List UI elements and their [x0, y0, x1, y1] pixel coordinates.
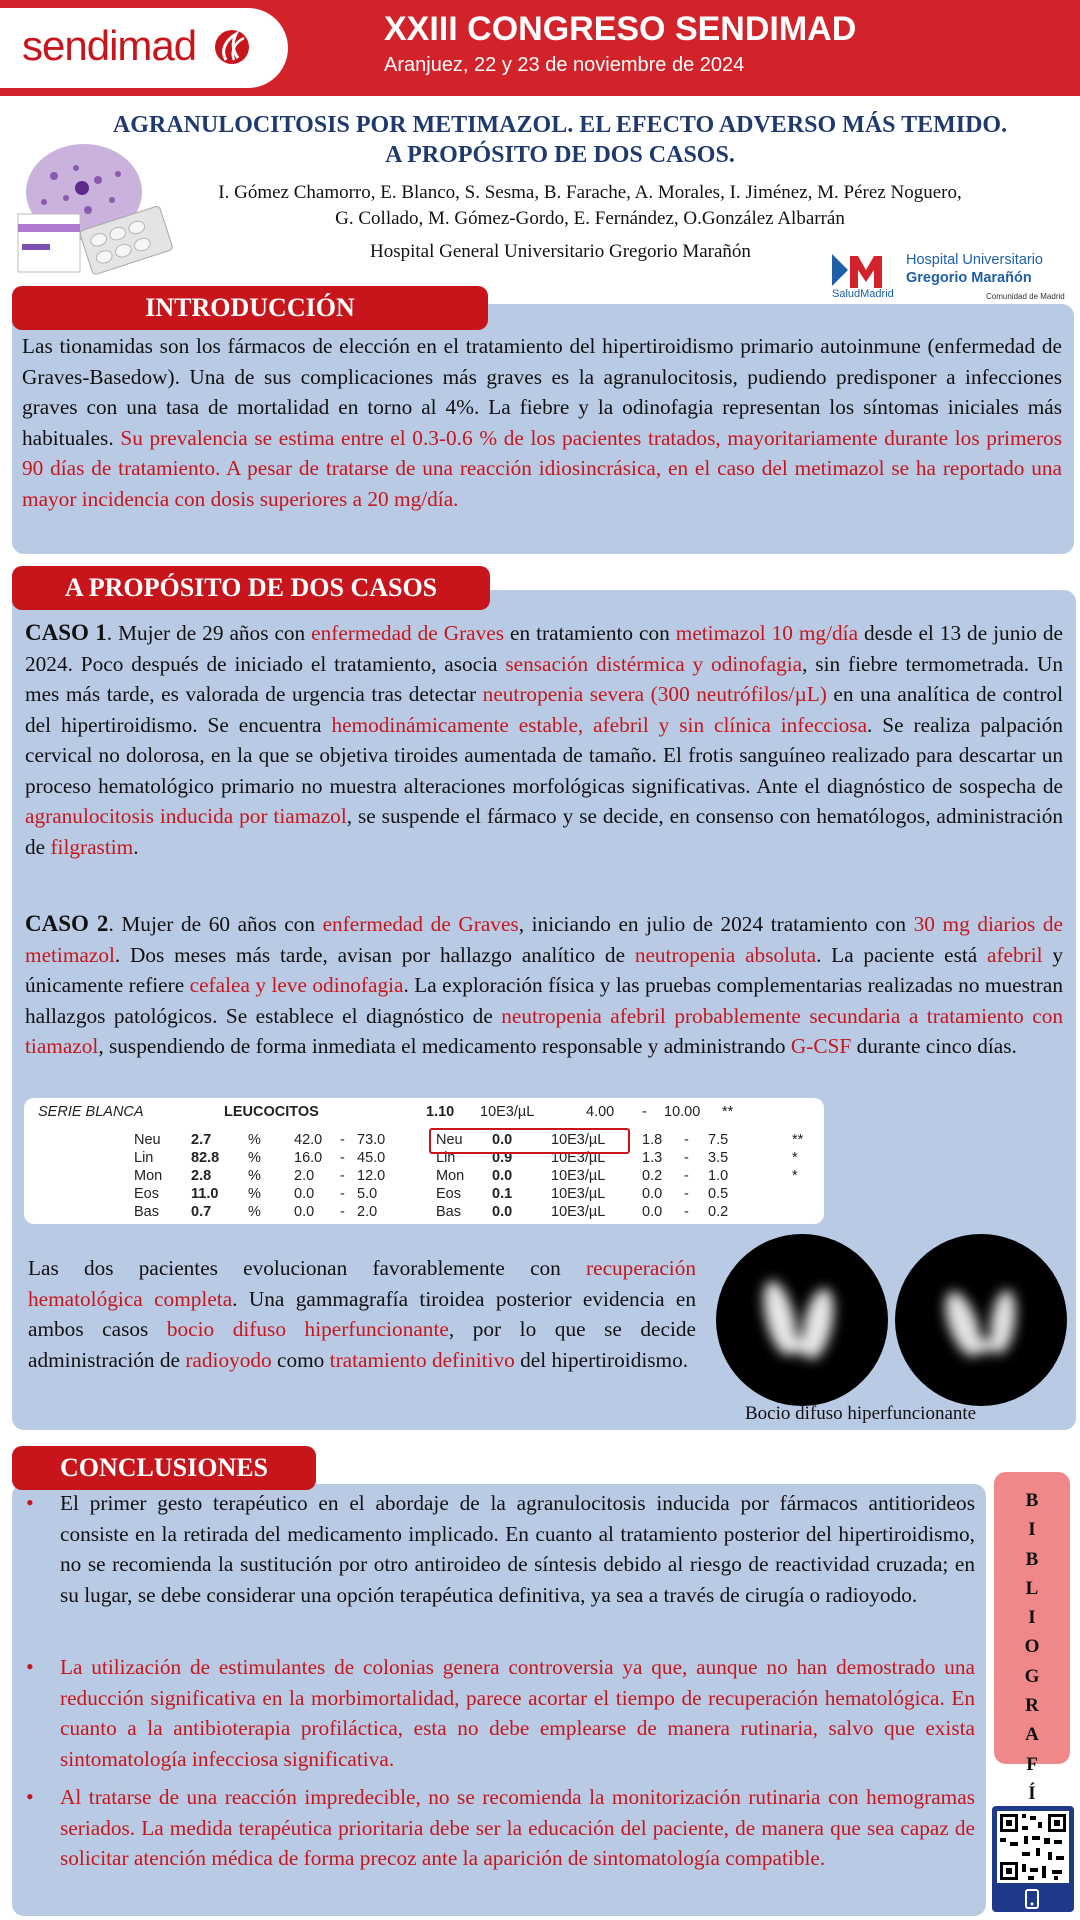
- lab-cell-abs-ref-low: 1.3: [642, 1150, 663, 1166]
- authors-line-1: I. Gómez Chamorro, E. Blanco, S. Sesma, B. Farache, A. Morales, I. Jiménez, M. Pérez Noguero,: [218, 182, 962, 203]
- intro-text-red: Su prevalencia se estima entre el 0.3-0.6 % de los pacientes tratados, mayoritariamente durante los primeros 90 días de tratamiento. A pesar de tratarse de una reacción idiosincrásica, en el caso del metimazol se ha reportado una mayor incidencia con dosis superiores a 20 mg/día.: [22, 425, 1062, 511]
- poster-title: [40, 110, 1080, 170]
- text-segment: . Una gammagrafía tiroidea posterior evidencia en ambos casos: [28, 1286, 696, 1341]
- highlighted-text: enfermedad de Graves: [322, 912, 519, 936]
- highlighted-text: neutropenia severa (300 neutrófilos/µL): [482, 682, 827, 706]
- congress-title: XXIII CONGRESO SENDIMAD: [384, 10, 857, 48]
- case-2-text: [25, 909, 1063, 1062]
- lab-cell-abs-ref-high: 3.5: [708, 1150, 729, 1166]
- text-segment: del hipertiroidismo.: [514, 1347, 689, 1372]
- text-segment: desde el 13 de junio de 2024. Poco después de iniciado el tratamiento, asocia: [25, 621, 1063, 676]
- lab-cell-name-abs: Eos: [436, 1186, 461, 1202]
- lab-cell-abs-ref-low: 1.8: [642, 1132, 663, 1148]
- bibliografia-letter: L: [1025, 1577, 1039, 1599]
- bullet-marker: •: [26, 1654, 34, 1679]
- sendimad-logo: sendimad: [22, 22, 197, 69]
- authors: [150, 180, 1030, 232]
- highlighted-text: sensación distérmica y odinofagia: [505, 651, 803, 676]
- conclusions-heading: CONCLUSIONES: [12, 1446, 316, 1490]
- lab-cell-dash: -: [684, 1132, 689, 1148]
- bibliografia-label: [994, 1486, 1070, 1838]
- conclusion-item: Al tratarse de una reacción impredecible, no se recomienda la monitorización rutinaria con hemogramas seriados. La medida terapéutica prioritaria debe ser la educación del paciente, de manera que sea capaz de solicitar atención médica de forma precoz ante la aparición de sintomatología compatible.: [60, 1785, 975, 1870]
- salud-madrid-label: SaludMadrid: [832, 288, 894, 300]
- text-segment: durante cinco días.: [851, 1034, 1017, 1058]
- highlighted-text: 30 mg diarios de metimazol: [25, 912, 1063, 967]
- bibliografia-letter: G: [1024, 1665, 1040, 1687]
- lab-serie-label: SERIE BLANCA: [38, 1104, 144, 1120]
- text-segment: . Dos meses más tarde, avisan por hallazgo analítico de: [114, 942, 635, 967]
- qr-code-icon: [992, 1806, 1074, 1912]
- text-segment: como: [271, 1347, 330, 1372]
- highlighted-text: cefalea y leve odinofagia: [189, 973, 404, 997]
- lab-leucocitos-ref-low: 4.00: [586, 1104, 615, 1120]
- lab-cell-dash: -: [684, 1168, 689, 1184]
- case-1-text: [25, 618, 1063, 862]
- lab-cell-percent: 2.8: [191, 1168, 212, 1184]
- evolution-text: [28, 1253, 696, 1375]
- title-line-2: A PROPÓSITO DE DOS CASOS.: [385, 142, 735, 168]
- bibliografia-letter: O: [1024, 1636, 1040, 1658]
- lab-cell-percent-unit: %: [248, 1150, 261, 1166]
- text-segment: . La exploración física y las pruebas complementarias realizadas no muestran hallazgos patológicos. Se establece el diagnóstico de: [25, 973, 1063, 1028]
- thyroid-scan-image: [895, 1234, 1067, 1406]
- highlighted-text: neutropenia afebril probablemente secundaria a tratamiento con tiamazol: [25, 1003, 1063, 1058]
- lab-cell-absolute-unit: 10E3/µL: [551, 1186, 606, 1202]
- congress-location-date: Aranjuez, 22 y 23 de noviembre de 2024: [384, 54, 745, 76]
- lab-cell-flag: *: [792, 1168, 798, 1184]
- lab-cell-absolute: 0.1: [492, 1186, 513, 1202]
- highlighted-text: recuperación hematológica completa: [28, 1256, 696, 1311]
- lab-leucocitos-value: 1.10: [426, 1104, 455, 1120]
- conclusion-item: El primer gesto terapéutico en el abordaje de la agranulocitosis inducida por fármacos antitiorideos consiste en la retirada del medicamento implicado. En cuanto al tratamiento posterior del hipertiroidismo, no se recomienda la sustitución por otro antiroideo de síntesis debido al riesgo de reactividad cruzada; en su lugar, se debe considerar una opción terapéutica definitiva, ya sea a través de cirugía o radioyodo.: [60, 1491, 975, 1607]
- lab-cell-name-abs: Lin: [436, 1150, 456, 1166]
- bibliografia-letter: F: [1026, 1753, 1038, 1775]
- lab-cell-dash: -: [340, 1132, 345, 1148]
- lab-cell-abs-ref-high: 1.0: [708, 1168, 729, 1184]
- lab-cell-abs-ref-low: 0.0: [642, 1204, 663, 1220]
- lab-cell-name: Mon: [134, 1168, 163, 1184]
- highlighted-text: filgrastim: [50, 834, 134, 859]
- highlighted-text: neutropenia absoluta: [634, 942, 817, 967]
- highlighted-text: metimazol 10 mg/día: [675, 621, 859, 645]
- text-segment: , suspendiendo de forma inmediata el medicamento responsable y administrando: [98, 1034, 791, 1058]
- lab-cell-percent-unit: %: [248, 1132, 261, 1148]
- text-segment: . Se realiza palpación cervical no dolorosa, en la que se objetiva tiroides aumentada de tamaño. El frotis sanguíneo realizado para descartar un proceso hematológico primario no muestra alteraciones morfológicas significativas. Ante el diagnóstico de sospecha de: [25, 712, 1063, 798]
- thyroid-scan-image: [716, 1234, 888, 1406]
- thyroid-scan-2: [895, 1234, 1067, 1406]
- conclusion-item: La utilización de estimulantes de colonias genera controversia ya que, aunque no han demostrado una reducción significativa en la morbimortalidad, parece acortar el tiempo de recuperación hematológica. En cuanto a la antibioterapia profiláctica, esta no debe emplearse de manera rutinaria, salvo que exista sintomatología infecciosa significativa.: [60, 1655, 975, 1771]
- lab-cell-dash: -: [684, 1150, 689, 1166]
- sendimad-mark-icon: [212, 26, 252, 66]
- bullet-marker: •: [26, 1784, 34, 1809]
- lab-cell-absolute: 0.0: [492, 1204, 513, 1220]
- lab-cell-absolute-unit: 10E3/µL: [551, 1150, 606, 1166]
- lab-cell-percent-ref-high: 12.0: [357, 1168, 386, 1184]
- intro-text: [22, 331, 1062, 514]
- lab-cell-name: Bas: [134, 1204, 159, 1220]
- hospital-logo-name-2: Gregorio Marañón: [906, 270, 1032, 286]
- lab-cell-absolute-unit: 10E3/µL: [551, 1204, 606, 1220]
- intro-text-black: Las tionamidas son los fármacos de elección en el tratamiento del hipertiroidismo primario autoinmune (enfermedad de Graves-Basedow). Una de sus complicaciones más graves es la agranulocitosis, pudiendo predisponer a infecciones graves con una tasa de mortalidad en torno al 4%. La fiebre y la odinofagia representan los síntomas iniciales más habituales.: [22, 334, 1062, 450]
- lab-leucocitos-label: LEUCOCITOS: [224, 1104, 319, 1120]
- lab-cell-name-abs: Mon: [436, 1168, 465, 1184]
- lab-cell-dash: -: [684, 1186, 689, 1202]
- bibliografia-letter: A: [1025, 1724, 1039, 1746]
- lab-leucocitos-flag: **: [722, 1104, 734, 1120]
- text-segment: .: [133, 834, 139, 859]
- title-line-1: AGRANULOCITOSIS POR METIMAZOL. EL EFECTO ADVERSO MÁS TEMIDO.: [112, 112, 1008, 138]
- lab-cell-percent-unit: %: [248, 1204, 261, 1220]
- lab-cell-absolute-unit: 10E3/µL: [551, 1132, 606, 1148]
- lab-cell-percent-ref-high: 73.0: [357, 1132, 386, 1148]
- highlighted-text: afebril: [987, 942, 1043, 967]
- hospital-logo: [830, 250, 1070, 306]
- lab-cell-percent-ref-low: 42.0: [294, 1132, 323, 1148]
- bibliografia-letter: B: [1025, 1548, 1039, 1570]
- comunidad-madrid-label: Comunidad de Madrid: [986, 292, 1065, 301]
- lab-cell-dash: -: [340, 1186, 345, 1202]
- lab-cell-percent-unit: %: [248, 1168, 261, 1184]
- lab-cell-flag: *: [792, 1150, 798, 1166]
- lab-cell-name: Lin: [134, 1150, 154, 1166]
- lab-results-table: [24, 1098, 824, 1224]
- highlighted-text: radioyodo: [185, 1347, 272, 1372]
- lab-cell-name-abs: Neu: [436, 1132, 463, 1148]
- bibliografia-button[interactable]: [994, 1472, 1070, 1804]
- lab-cell-flag: **: [792, 1132, 804, 1148]
- lab-cell-dash: -: [684, 1204, 689, 1220]
- lab-cell-percent: 2.7: [191, 1132, 212, 1148]
- lab-cell-absolute-unit: 10E3/µL: [551, 1168, 606, 1184]
- lab-leucocitos-ref-high: 10.00: [664, 1104, 701, 1120]
- lab-cell-dash: -: [340, 1204, 345, 1220]
- lab-leucocitos-dash: -: [642, 1104, 647, 1120]
- lab-leucocitos-unit: 10E3/µL: [480, 1104, 535, 1120]
- lab-cell-absolute: 0.0: [492, 1168, 513, 1184]
- lab-cell-abs-ref-low: 0.0: [642, 1186, 663, 1202]
- case-label: CASO 1: [25, 620, 107, 645]
- text-segment: . La paciente está: [816, 942, 988, 967]
- lab-cell-percent-ref-low: 2.0: [294, 1168, 315, 1184]
- text-segment: , se suspende el fármaco y se decide, en consenso con hematólogos, administración de: [25, 804, 1064, 859]
- lab-cell-percent-unit: %: [248, 1186, 261, 1202]
- scan-caption: Bocio difuso hiperfuncionante: [745, 1403, 977, 1424]
- lab-cell-absolute: 0.9: [492, 1150, 513, 1166]
- lab-cell-name: Neu: [134, 1132, 161, 1148]
- text-segment: y únicamente refiere: [25, 942, 1064, 997]
- highlighted-text: hemodinámicamente estable, afebril y sin clínica infecciosa: [331, 712, 868, 737]
- cases-heading: A PROPÓSITO DE DOS CASOS: [12, 566, 490, 610]
- case-label: CASO 2: [25, 911, 109, 936]
- lab-cell-percent: 11.0: [191, 1186, 219, 1202]
- bibliografia-letter: I: [1028, 1607, 1036, 1629]
- neutrophil-highlight-box: [429, 1128, 630, 1154]
- thyroid-scan-1: [716, 1234, 888, 1406]
- bibliografia-letter: Í: [1028, 1782, 1036, 1804]
- lab-cell-name: Eos: [134, 1186, 159, 1202]
- text-segment: . Mujer de 29 años con: [106, 621, 312, 645]
- bibliografia-letter: I: [1028, 1519, 1036, 1541]
- lab-cell-percent-ref-low: 0.0: [294, 1204, 315, 1220]
- hospital-logo-name-1: Hospital Universitario: [906, 252, 1043, 268]
- bibliografia-letter: R: [1025, 1695, 1039, 1717]
- lab-cell-abs-ref-low: 0.2: [642, 1168, 663, 1184]
- text-segment: Las dos pacientes evolucionan favorablemente con: [28, 1256, 587, 1280]
- text-segment: en una analítica de control del hipertiroidismo. Se encuentra: [25, 682, 1063, 737]
- highlighted-text: enfermedad de Graves: [311, 621, 505, 645]
- bullet-marker: •: [26, 1490, 34, 1515]
- text-segment: . Mujer de 60 años con: [108, 912, 323, 936]
- lab-cell-percent-ref-high: 45.0: [357, 1150, 386, 1166]
- hospital-affiliation: Hospital General Universitario Gregorio Marañón: [370, 241, 751, 262]
- text-segment: , iniciando en julio de 2024 tratamiento con: [518, 912, 914, 936]
- text-segment: en tratamiento con: [504, 621, 676, 645]
- lab-cell-percent-ref-high: 2.0: [357, 1204, 378, 1220]
- highlighted-text: tratamiento definitivo: [329, 1347, 515, 1372]
- lab-cell-percent-ref-low: 0.0: [294, 1186, 315, 1202]
- lab-cell-abs-ref-high: 7.5: [708, 1132, 729, 1148]
- lab-cell-percent-ref-high: 5.0: [357, 1186, 378, 1202]
- lab-cell-dash: -: [340, 1168, 345, 1184]
- text-segment: , por lo que se decide administración de: [28, 1317, 696, 1372]
- highlighted-text: G-CSF: [790, 1034, 852, 1058]
- qr-code[interactable]: [992, 1806, 1074, 1912]
- lab-cell-abs-ref-high: 0.5: [708, 1186, 729, 1202]
- highlighted-text: agranulocitosis inducida por tiamazol: [25, 804, 347, 828]
- intro-heading: INTRODUCCIÓN: [12, 286, 488, 330]
- lab-cell-name-abs: Bas: [436, 1204, 461, 1220]
- bibliografia-letter: B: [1025, 1490, 1039, 1511]
- authors-line-2: G. Collado, M. Gómez-Gordo, E. Fernández, O.González Albarrán: [335, 208, 845, 229]
- lab-cell-dash: -: [340, 1150, 345, 1166]
- lab-cell-absolute: 0.0: [492, 1132, 513, 1148]
- lab-cell-percent: 0.7: [191, 1204, 212, 1220]
- lab-cell-abs-ref-high: 0.2: [708, 1204, 729, 1220]
- highlighted-text: bocio difuso hiperfuncionante: [166, 1317, 449, 1341]
- lab-cell-percent-ref-low: 16.0: [294, 1150, 323, 1166]
- text-segment: , sin fiebre termometrada. Un mes más tarde, es valorada de urgencia tras detectar: [25, 651, 1063, 706]
- lab-cell-percent: 82.8: [191, 1150, 220, 1166]
